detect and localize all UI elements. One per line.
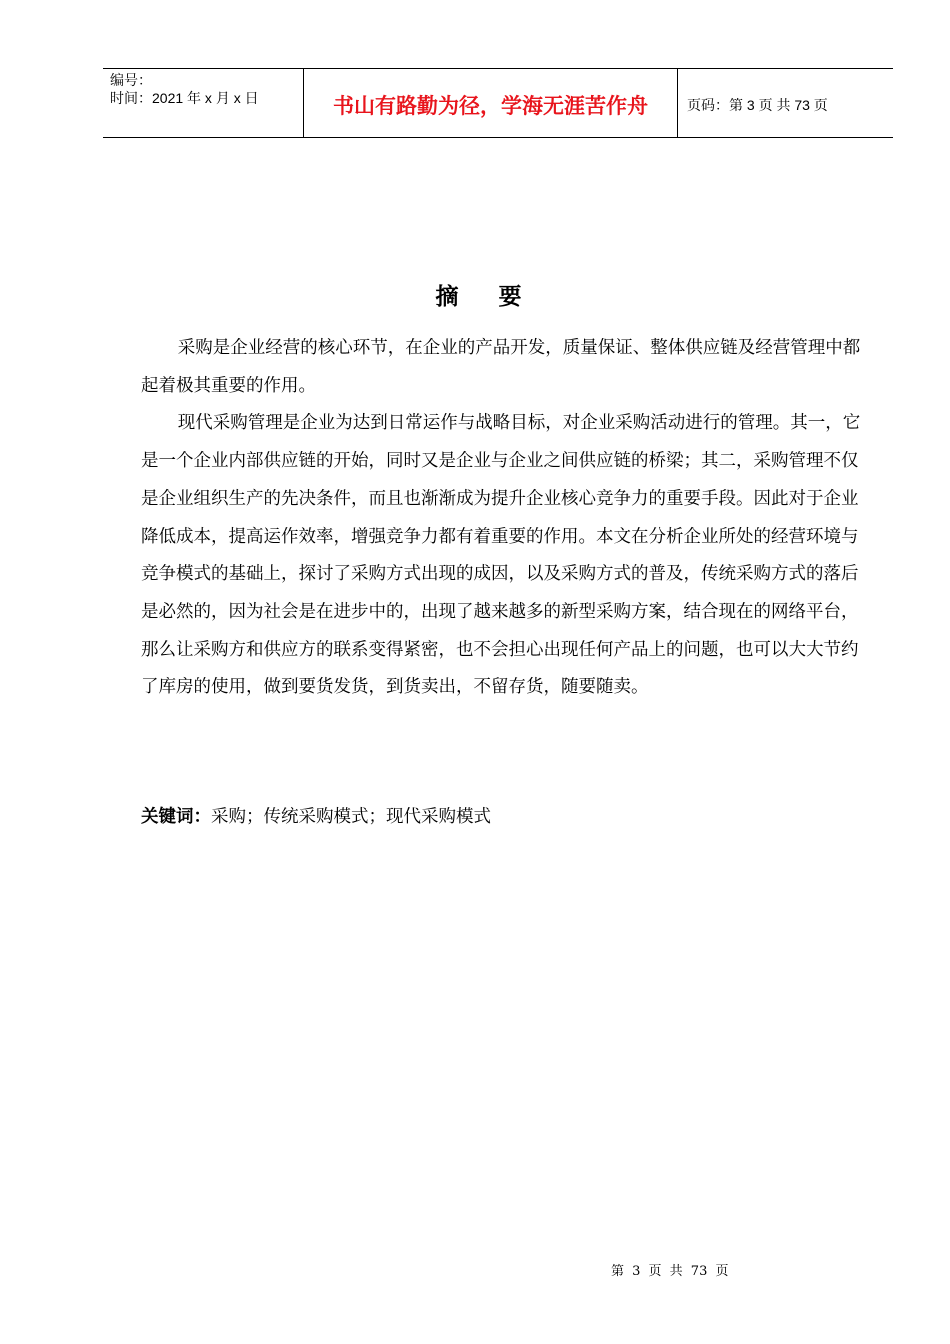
header-info-cell — [103, 69, 304, 137]
abstract-paragraph: 现代采购管理是企业为达到日常运作与战略目标，对企业采购活动进行的管理。其一，它是一个企业内部供应链的开始，同时又是企业与企业之间供应链的桥梁；其二，采购管理不仅是企业组织生产的先决条件，而且也渐渐成为提升企业核心竞争力的重要手段。因此对于企业降低成本，提高运作效率，增强竞争力都有着重要的作用。本文在分析企业所处的经营环境与竞争模式的基础上，探讨了采购方式出现的成因，以及采购方式的普及，传统采购方式的落后是必然的，因为社会是在进步中的，出现了越来越多的新型采购方案，结合现在的网络平台，那么让采购方和供应方的联系变得紧密，也不会担心出现任何产品上的问题，也可以大大节约了库房的使用，做到要货发货，到货卖出，不留存货，随要随卖。 — [141, 413, 861, 698]
serial-number-label: 编号： — [110, 72, 152, 88]
page-footer: 第 3 页 共 73 页 — [611, 1264, 729, 1279]
header-page-code: 页码：第 3 页 共 73 页 — [687, 97, 828, 113]
abstract-title: 摘要 — [435, 284, 562, 310]
keywords-value: 采购；传统采购模式；现代采购模式 — [211, 807, 491, 827]
keywords-label: 关键词： — [141, 807, 211, 827]
document-header — [103, 68, 893, 138]
keywords-line — [141, 804, 491, 830]
date-label: 时间：2021 年 x 月 x 日 — [110, 90, 259, 106]
abstract-body — [141, 330, 871, 707]
header-motto: 书山有路勤为径，学海无涯苦作舟 — [304, 69, 678, 137]
abstract-paragraph: 采购是企业经营的核心环节，在企业的产品开发，质量保证、整体供应链及经营管理中都起着极其重要的作用。 — [141, 338, 861, 396]
